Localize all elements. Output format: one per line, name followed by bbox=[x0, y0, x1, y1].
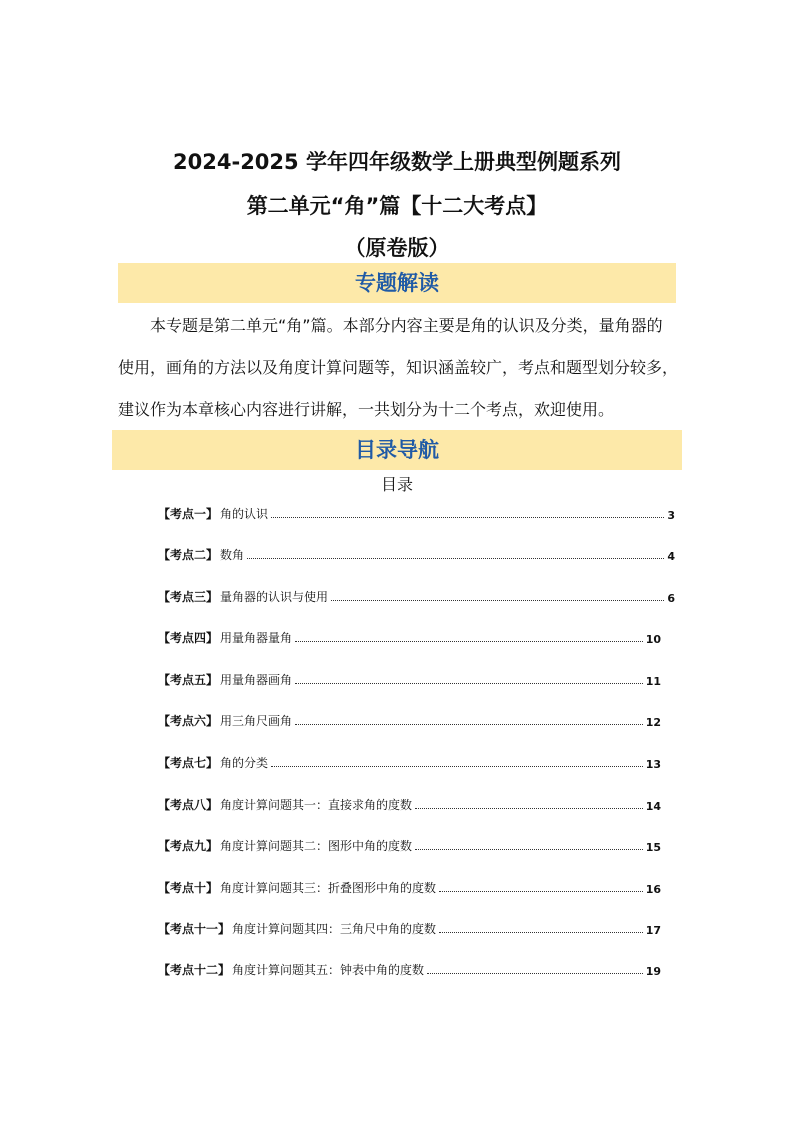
toc-item[interactable] bbox=[158, 502, 675, 522]
toc-item[interactable] bbox=[158, 876, 661, 896]
toc-item-page: 16 bbox=[645, 883, 661, 896]
toc-item[interactable] bbox=[158, 793, 661, 813]
toc-item-text: 用三角尺画角 bbox=[220, 714, 293, 728]
toc-item-text: 角度计算问题其三：折叠图形中角的度数 bbox=[220, 881, 437, 895]
section-heading-band bbox=[118, 263, 676, 303]
toc-leader-dots bbox=[331, 599, 664, 601]
toc-item-text: 角的分类 bbox=[220, 756, 269, 770]
toc-title: 目录 bbox=[380, 475, 413, 494]
section-heading-band bbox=[112, 430, 682, 470]
toc-item-text: 角度计算问题其四：三角尺中角的度数 bbox=[232, 922, 437, 936]
toc-item[interactable] bbox=[158, 917, 661, 937]
section-heading-topic: 专题解读 bbox=[355, 271, 439, 295]
paragraph-line: 建议作为本章核心内容进行讲解，一共划分为十二个考点，欢迎使用。 bbox=[118, 400, 615, 419]
toc-item-text: 角度计算问题其二：图形中角的度数 bbox=[220, 839, 413, 853]
toc-leader-dots bbox=[271, 765, 643, 767]
toc-item-label: 【考点六】 bbox=[158, 714, 219, 728]
toc-item-label: 【考点一】 bbox=[158, 507, 219, 521]
toc-item[interactable] bbox=[158, 834, 661, 854]
toc-item-label: 【考点十】 bbox=[158, 881, 219, 895]
toc-item-text: 量角器的认识与使用 bbox=[220, 590, 329, 604]
toc-item[interactable] bbox=[158, 585, 675, 605]
toc-leader-dots bbox=[427, 972, 643, 974]
toc-item-page: 17 bbox=[645, 924, 661, 937]
toc-item-label: 【考点二】 bbox=[158, 548, 219, 562]
toc-item-page: 12 bbox=[645, 716, 661, 729]
document-subtitle: 第二单元“角”篇【十二大考点】 bbox=[246, 194, 548, 218]
toc-item-page: 14 bbox=[645, 800, 661, 813]
toc-item-label: 【考点八】 bbox=[158, 798, 219, 812]
toc-leader-dots bbox=[295, 682, 643, 684]
paragraph-line: 本专题是第二单元“角”篇。本部分内容主要是角的认识及分类，量角器的 bbox=[150, 316, 663, 335]
toc-item-text: 用量角器画角 bbox=[220, 673, 293, 687]
toc-item[interactable] bbox=[158, 958, 661, 978]
toc-item-page: 3 bbox=[667, 509, 675, 522]
toc-item-page: 6 bbox=[667, 592, 675, 605]
toc-item-text: 用量角器量角 bbox=[220, 631, 293, 645]
toc-item-label: 【考点九】 bbox=[158, 839, 219, 853]
toc-item-label: 【考点三】 bbox=[158, 590, 219, 604]
toc-item-text: 角度计算问题其五：钟表中角的度数 bbox=[232, 963, 425, 977]
toc-item[interactable] bbox=[158, 543, 675, 563]
paragraph-line: 使用，画角的方法以及角度计算问题等，知识涵盖较广，考点和题型划分较多， bbox=[118, 358, 679, 377]
toc-item[interactable] bbox=[158, 626, 661, 646]
toc-leader-dots bbox=[439, 890, 643, 892]
toc-item-label: 【考点七】 bbox=[158, 756, 219, 770]
toc-leader-dots bbox=[247, 557, 664, 559]
toc-item-label: 【考点四】 bbox=[158, 631, 219, 645]
toc-item[interactable] bbox=[158, 751, 661, 771]
toc-item-page: 4 bbox=[667, 550, 675, 563]
toc-item-text: 数角 bbox=[220, 548, 245, 562]
toc-item-label: 【考点五】 bbox=[158, 673, 219, 687]
toc-item-label: 【考点十一】 bbox=[158, 922, 231, 936]
toc-item-text: 角度计算问题其一：直接求角的度数 bbox=[220, 798, 413, 812]
toc-leader-dots bbox=[295, 640, 643, 642]
toc-item-page: 15 bbox=[645, 841, 661, 854]
toc-item-page: 19 bbox=[645, 965, 661, 978]
toc-leader-dots bbox=[295, 723, 643, 725]
toc-leader-dots bbox=[415, 848, 643, 850]
toc-leader-dots bbox=[415, 807, 643, 809]
toc-leader-dots bbox=[439, 931, 643, 933]
document-title: 2024-2025 学年四年级数学上册典型例题系列 bbox=[173, 150, 621, 174]
topic-paragraph bbox=[118, 310, 683, 426]
toc-item-label: 【考点十二】 bbox=[158, 963, 231, 977]
toc-leader-dots bbox=[271, 516, 664, 518]
toc-item-page: 11 bbox=[645, 675, 661, 688]
toc-item-page: 10 bbox=[645, 633, 661, 646]
section-heading-navigation: 目录导航 bbox=[355, 438, 439, 462]
toc-item-text: 角的认识 bbox=[220, 507, 269, 521]
document-edition: （原卷版） bbox=[344, 236, 450, 260]
toc-item[interactable] bbox=[158, 668, 661, 688]
toc-item-page: 13 bbox=[645, 758, 661, 771]
toc-item[interactable] bbox=[158, 709, 661, 729]
